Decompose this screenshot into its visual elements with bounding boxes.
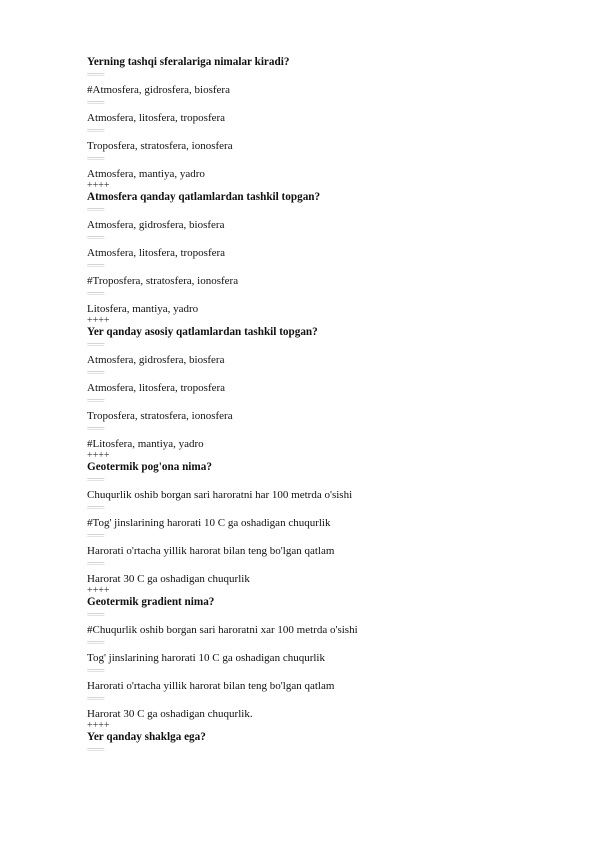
separator-text: ===== — [87, 155, 105, 163]
separator — [87, 693, 567, 708]
separator-text: ===== — [87, 341, 105, 349]
separator-text: ===== — [87, 71, 105, 79]
question-text: Yer qanday asosiy qatlamlardan tashkil topgan? — [87, 326, 318, 338]
answer-option: Atmosfera, mantiya, yadro — [87, 168, 205, 180]
separator-text: ===== — [87, 397, 105, 405]
separator — [87, 502, 567, 517]
separator-text: ===== — [87, 667, 105, 675]
answer-option: Atmosfera, litosfera, troposfera — [87, 382, 226, 394]
separator — [87, 637, 567, 652]
question-text: Geotermik pog'ona nima? — [87, 461, 212, 473]
separator — [87, 423, 567, 438]
answer-option: #Tog' jinslarining harorati 10 C ga oshadigan chuqurlik — [87, 517, 331, 529]
separator — [87, 288, 567, 303]
separator — [87, 367, 567, 382]
separator — [87, 558, 567, 573]
question-block — [87, 191, 567, 326]
answer-option: Atmosfera, litosfera, troposfera — [87, 247, 226, 259]
end-marker: ++++ — [87, 180, 110, 191]
separator — [87, 260, 567, 275]
question-text: Atmosfera qanday qatlamlardan tashkil topgan? — [87, 191, 321, 203]
separator — [87, 69, 567, 84]
separator — [87, 153, 567, 168]
separator — [87, 97, 567, 112]
separator-text: ===== — [87, 639, 105, 647]
answer-option: Harorati o'rtacha yillik harorat bilan teng bo'lgan qatlam — [87, 545, 335, 557]
answer-option: #Troposfera, stratosfera, ionosfera — [87, 275, 239, 287]
separator — [87, 204, 567, 219]
separator-text: ===== — [87, 695, 105, 703]
answer-option: Atmosfera, gidrosfera, biosfera — [87, 219, 225, 231]
separator — [87, 609, 567, 624]
question-text: Yer qanday shaklga ega? — [87, 731, 206, 743]
question-block — [87, 56, 567, 191]
separator — [87, 665, 567, 680]
end-marker: ++++ — [87, 720, 110, 731]
answer-option: #Chuqurlik oshib borgan sari haroratni xar 100 metrda o'sishi — [87, 624, 358, 636]
test-document — [87, 56, 567, 759]
end-marker: ++++ — [87, 585, 110, 596]
end-marker: ++++ — [87, 450, 110, 461]
separator — [87, 339, 567, 354]
question-text: Geotermik gradient nima? — [87, 596, 215, 608]
answer-option: Harorati o'rtacha yillik harorat bilan teng bo'lgan qatlam — [87, 680, 335, 692]
separator — [87, 395, 567, 410]
answer-option: Troposfera, stratosfera, ionosfera — [87, 140, 233, 152]
separator — [87, 125, 567, 140]
answer-option: Chuqurlik oshib borgan sari haroratni har 100 metrda o'sishi — [87, 489, 353, 501]
question-block — [87, 326, 567, 461]
question-block — [87, 596, 567, 731]
separator-text: ===== — [87, 262, 105, 270]
separator-text: ===== — [87, 425, 105, 433]
separator — [87, 474, 567, 489]
answer-option: Troposfera, stratosfera, ionosfera — [87, 410, 233, 422]
separator-text: ===== — [87, 234, 105, 242]
answer-option: Harorat 30 C ga oshadigan chuqurlik — [87, 573, 250, 585]
answer-option: Harorat 30 C ga oshadigan chuqurlik. — [87, 708, 253, 720]
separator — [87, 232, 567, 247]
separator-text: ===== — [87, 611, 105, 619]
answer-option: Litosfera, mantiya, yadro — [87, 303, 199, 315]
separator-text: ===== — [87, 532, 105, 540]
answer-option: Tog' jinslarining harorati 10 C ga oshadigan chuqurlik — [87, 652, 325, 664]
answer-option: Atmosfera, litosfera, troposfera — [87, 112, 226, 124]
answer-option: #Atmosfera, gidrosfera, biosfera — [87, 84, 230, 96]
answer-option: Atmosfera, gidrosfera, biosfera — [87, 354, 225, 366]
end-marker: ++++ — [87, 315, 110, 326]
separator-text: ===== — [87, 504, 105, 512]
question-block — [87, 461, 567, 596]
separator — [87, 744, 567, 759]
separator-text: ===== — [87, 369, 105, 377]
answer-option: #Litosfera, mantiya, yadro — [87, 438, 204, 450]
separator — [87, 530, 567, 545]
question-text: Yerning tashqi sferalariga nimalar kiradi? — [87, 56, 290, 68]
separator-text: ===== — [87, 746, 105, 754]
separator-text: ===== — [87, 560, 105, 568]
separator-text: ===== — [87, 476, 105, 484]
separator-text: ===== — [87, 99, 105, 107]
separator-text: ===== — [87, 290, 105, 298]
separator-text: ===== — [87, 206, 105, 214]
separator-text: ===== — [87, 127, 105, 135]
question-block — [87, 731, 567, 759]
